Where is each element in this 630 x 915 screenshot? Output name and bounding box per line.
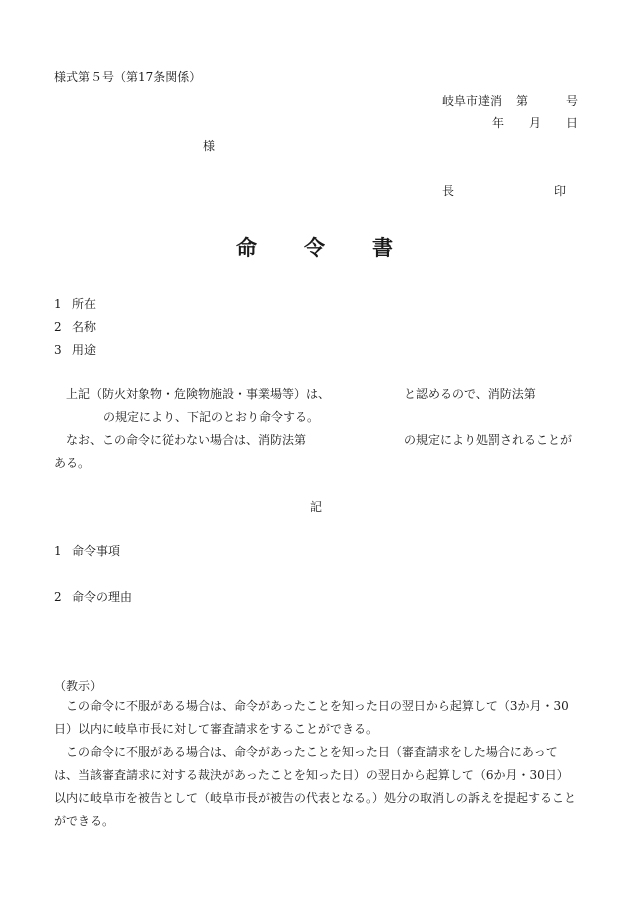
date-year: 年 xyxy=(492,116,505,130)
addressee-suffix: 様 xyxy=(203,139,216,153)
date-month: 月 xyxy=(529,116,542,130)
body-line-3a: なお、この命令に従わない場合は、消防法第 xyxy=(66,433,307,447)
issuer-label: 岐阜市達消 xyxy=(442,94,503,108)
notice-paragraph-2: この命令に不服がある場合は、命令があったことを知った日（審査請求をした場合にあっては、当該審査請求に対する裁決があったことを知った日）の翌日から起算して（6か月・30日）以内に岐阜市を被告として（岐阜市長が被告の代表となる。）処分の取消しの訴えを提起することができる。 xyxy=(54,745,577,828)
section-order-items: 命令事項 xyxy=(72,544,121,558)
item-number: 1 xyxy=(54,297,62,311)
item-number: 3 xyxy=(54,343,62,357)
item-number: 2 xyxy=(54,320,62,334)
section-number: 1 xyxy=(54,544,62,558)
item-name-label: 名称 xyxy=(72,320,97,334)
ki-heading: 記 xyxy=(310,500,323,514)
date-day: 日 xyxy=(566,116,579,130)
title-char-2: 令 xyxy=(304,235,325,260)
title-char-3: 書 xyxy=(372,235,393,260)
notice-heading: （教示） xyxy=(54,679,103,693)
form-number-label: 様式第５号（第17条関係） xyxy=(54,70,202,84)
item-location-label: 所在 xyxy=(72,297,97,311)
item-use-label: 用途 xyxy=(72,343,97,357)
body-line-4: ある。 xyxy=(54,456,91,470)
section-number: 2 xyxy=(54,590,62,604)
number-suffix: 号 xyxy=(566,94,579,108)
number-prefix: 第 xyxy=(516,94,529,108)
body-line-2: の規定により、下記のとおり命令する。 xyxy=(103,410,320,424)
body-line-1b: と認めるので、消防法第 xyxy=(404,387,536,401)
seal-label: 印 xyxy=(554,184,567,198)
chief-label: 長 xyxy=(442,184,455,198)
body-line-1a: 上記（防火対象物・危険物施設・事業場等）は、 xyxy=(66,387,331,401)
section-order-reason: 命令の理由 xyxy=(72,590,133,604)
notice-paragraph-1: この命令に不服がある場合は、命令があったことを知った日の翌日から起算して（3か月・30日）以内に岐阜市長に対して審査請求をすることができる。 xyxy=(54,699,569,736)
title-char-1: 命 xyxy=(236,235,257,260)
body-line-3b: の規定により処罰されることが xyxy=(404,433,573,447)
